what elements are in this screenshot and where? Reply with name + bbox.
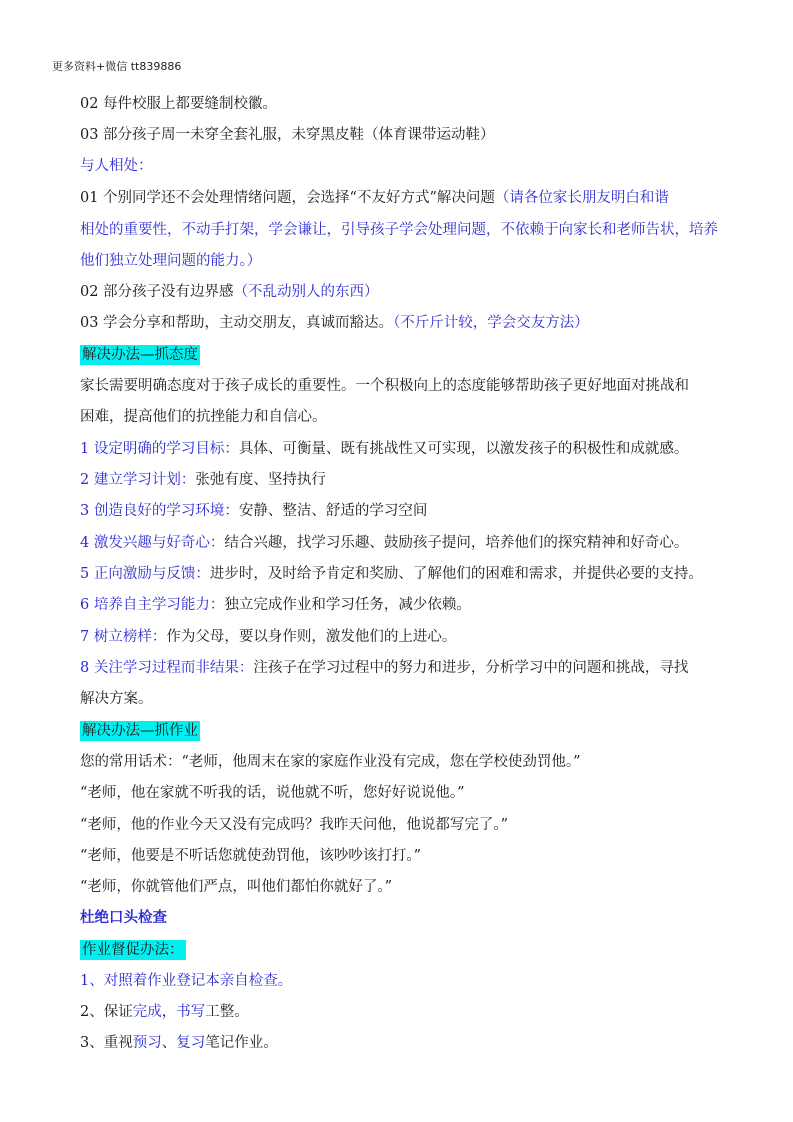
heading-homework: 解决办法—抓作业 xyxy=(82,723,198,739)
line-emotion-issue xyxy=(80,190,760,206)
line-uniform-badge: 02 每件校服上都要缝制校徽。 xyxy=(80,96,278,112)
method-1: 1、对照着作业登记本亲自检查。 xyxy=(80,973,293,989)
quote-4: “老师，他要是不听话您就使劲罚他，该吵吵该打打。” xyxy=(80,848,422,864)
item-process: 8 关注学习过程而非结果：注孩子在学习过程中的努力和进步，分析学习中的问题和挑战，寻找 xyxy=(80,660,689,676)
line-uniform-shoes: 03 部分孩子周一未穿全套礼服，未穿黑皮鞋（体育课带运动鞋） xyxy=(80,127,495,143)
line-boundary xyxy=(80,284,760,300)
method-2: 2、保证完成，书写工整。 xyxy=(80,1004,249,1020)
emotion-text: 01 个别同学还不会处理情绪问题，会选择“不友好方式”解决问题 xyxy=(80,190,495,206)
quote-2: “老师，他在家就不听我的话，说他就不听，您好好说说他。” xyxy=(80,785,465,801)
emotion-advice-end: 他们独立处理问题的能力。） xyxy=(80,253,262,269)
item-environment: 3 创造良好的学习环境：安静、整洁、舒适的学习空间 xyxy=(80,503,428,519)
para-attitude-cont: 困难，提高他们的抗挫能力和自信心。 xyxy=(80,409,327,425)
quote-3: “老师，他的作业今天又没有完成吗？我昨天问他，他说都写完了。” xyxy=(80,817,509,833)
emotion-advice: （请各位家长朋友明白和谐 xyxy=(494,190,669,206)
sharing-advice: （不斤斤计较，学会交友方法） xyxy=(393,315,589,331)
heading-homework-methods: 作业督促办法： xyxy=(82,942,184,958)
heading-attitude: 解决办法—抓态度 xyxy=(82,347,198,363)
heading-no-oral-check: 杜绝口头检查 xyxy=(80,909,167,926)
para-attitude: 家长需要明确态度对于孩子成长的重要性。一个积极向上的态度能够帮助孩子更好地面对挑战和 xyxy=(80,378,689,394)
item-plan: 2 建立学习计划：张弛有度、坚持执行 xyxy=(80,472,326,488)
item-process-cont: 解决方案。 xyxy=(80,691,153,707)
line-sharing xyxy=(80,315,760,331)
sharing-text: 03 学会分享和帮助，主动交朋友，真诚而豁达。 xyxy=(80,315,394,331)
item-role-model: 7 树立榜样：作为父母，要以身作则，激发他们的上进心。 xyxy=(80,629,457,645)
header-text: 更多资料+微信 tt839886 xyxy=(52,60,182,73)
boundary-advice: （不乱动别人的东西） xyxy=(233,284,379,300)
item-goal: 1 设定明确的学习目标：具体、可衡量、既有挑战性又可实现，以激发孩子的积极性和成就感。 xyxy=(80,441,689,457)
boundary-text: 02 部分孩子没有边界感 xyxy=(80,284,234,300)
emotion-advice-cont: 相处的重要性，不动手打架，学会谦让，引导孩子学会处理问题，不依赖于向家长和老师告状，培养 xyxy=(80,222,718,238)
item-feedback: 5 正向激励与反馈：进步时，及时给予肯定和奖励、了解他们的困难和需求，并提供必要的支持。 xyxy=(80,566,703,582)
section-get-along: 与人相处： xyxy=(80,158,153,174)
quote-5: “老师，你就管他们严点，叫他们都怕你就好了。” xyxy=(80,879,393,895)
quote-1: 您的常用话术：“老师，他周末在家的家庭作业没有完成，您在学校使劲罚他。” xyxy=(80,754,581,770)
item-autonomy: 6 培养自主学习能力：独立完成作业和学习任务，减少依赖。 xyxy=(80,597,471,613)
method-3: 3、重视预习、复习笔记作业。 xyxy=(80,1035,278,1051)
item-interest: 4 激发兴趣与好奇心：结合兴趣，找学习乐趣、鼓励孩子提问，培养他们的探究精神和好奇心。 xyxy=(80,535,689,551)
